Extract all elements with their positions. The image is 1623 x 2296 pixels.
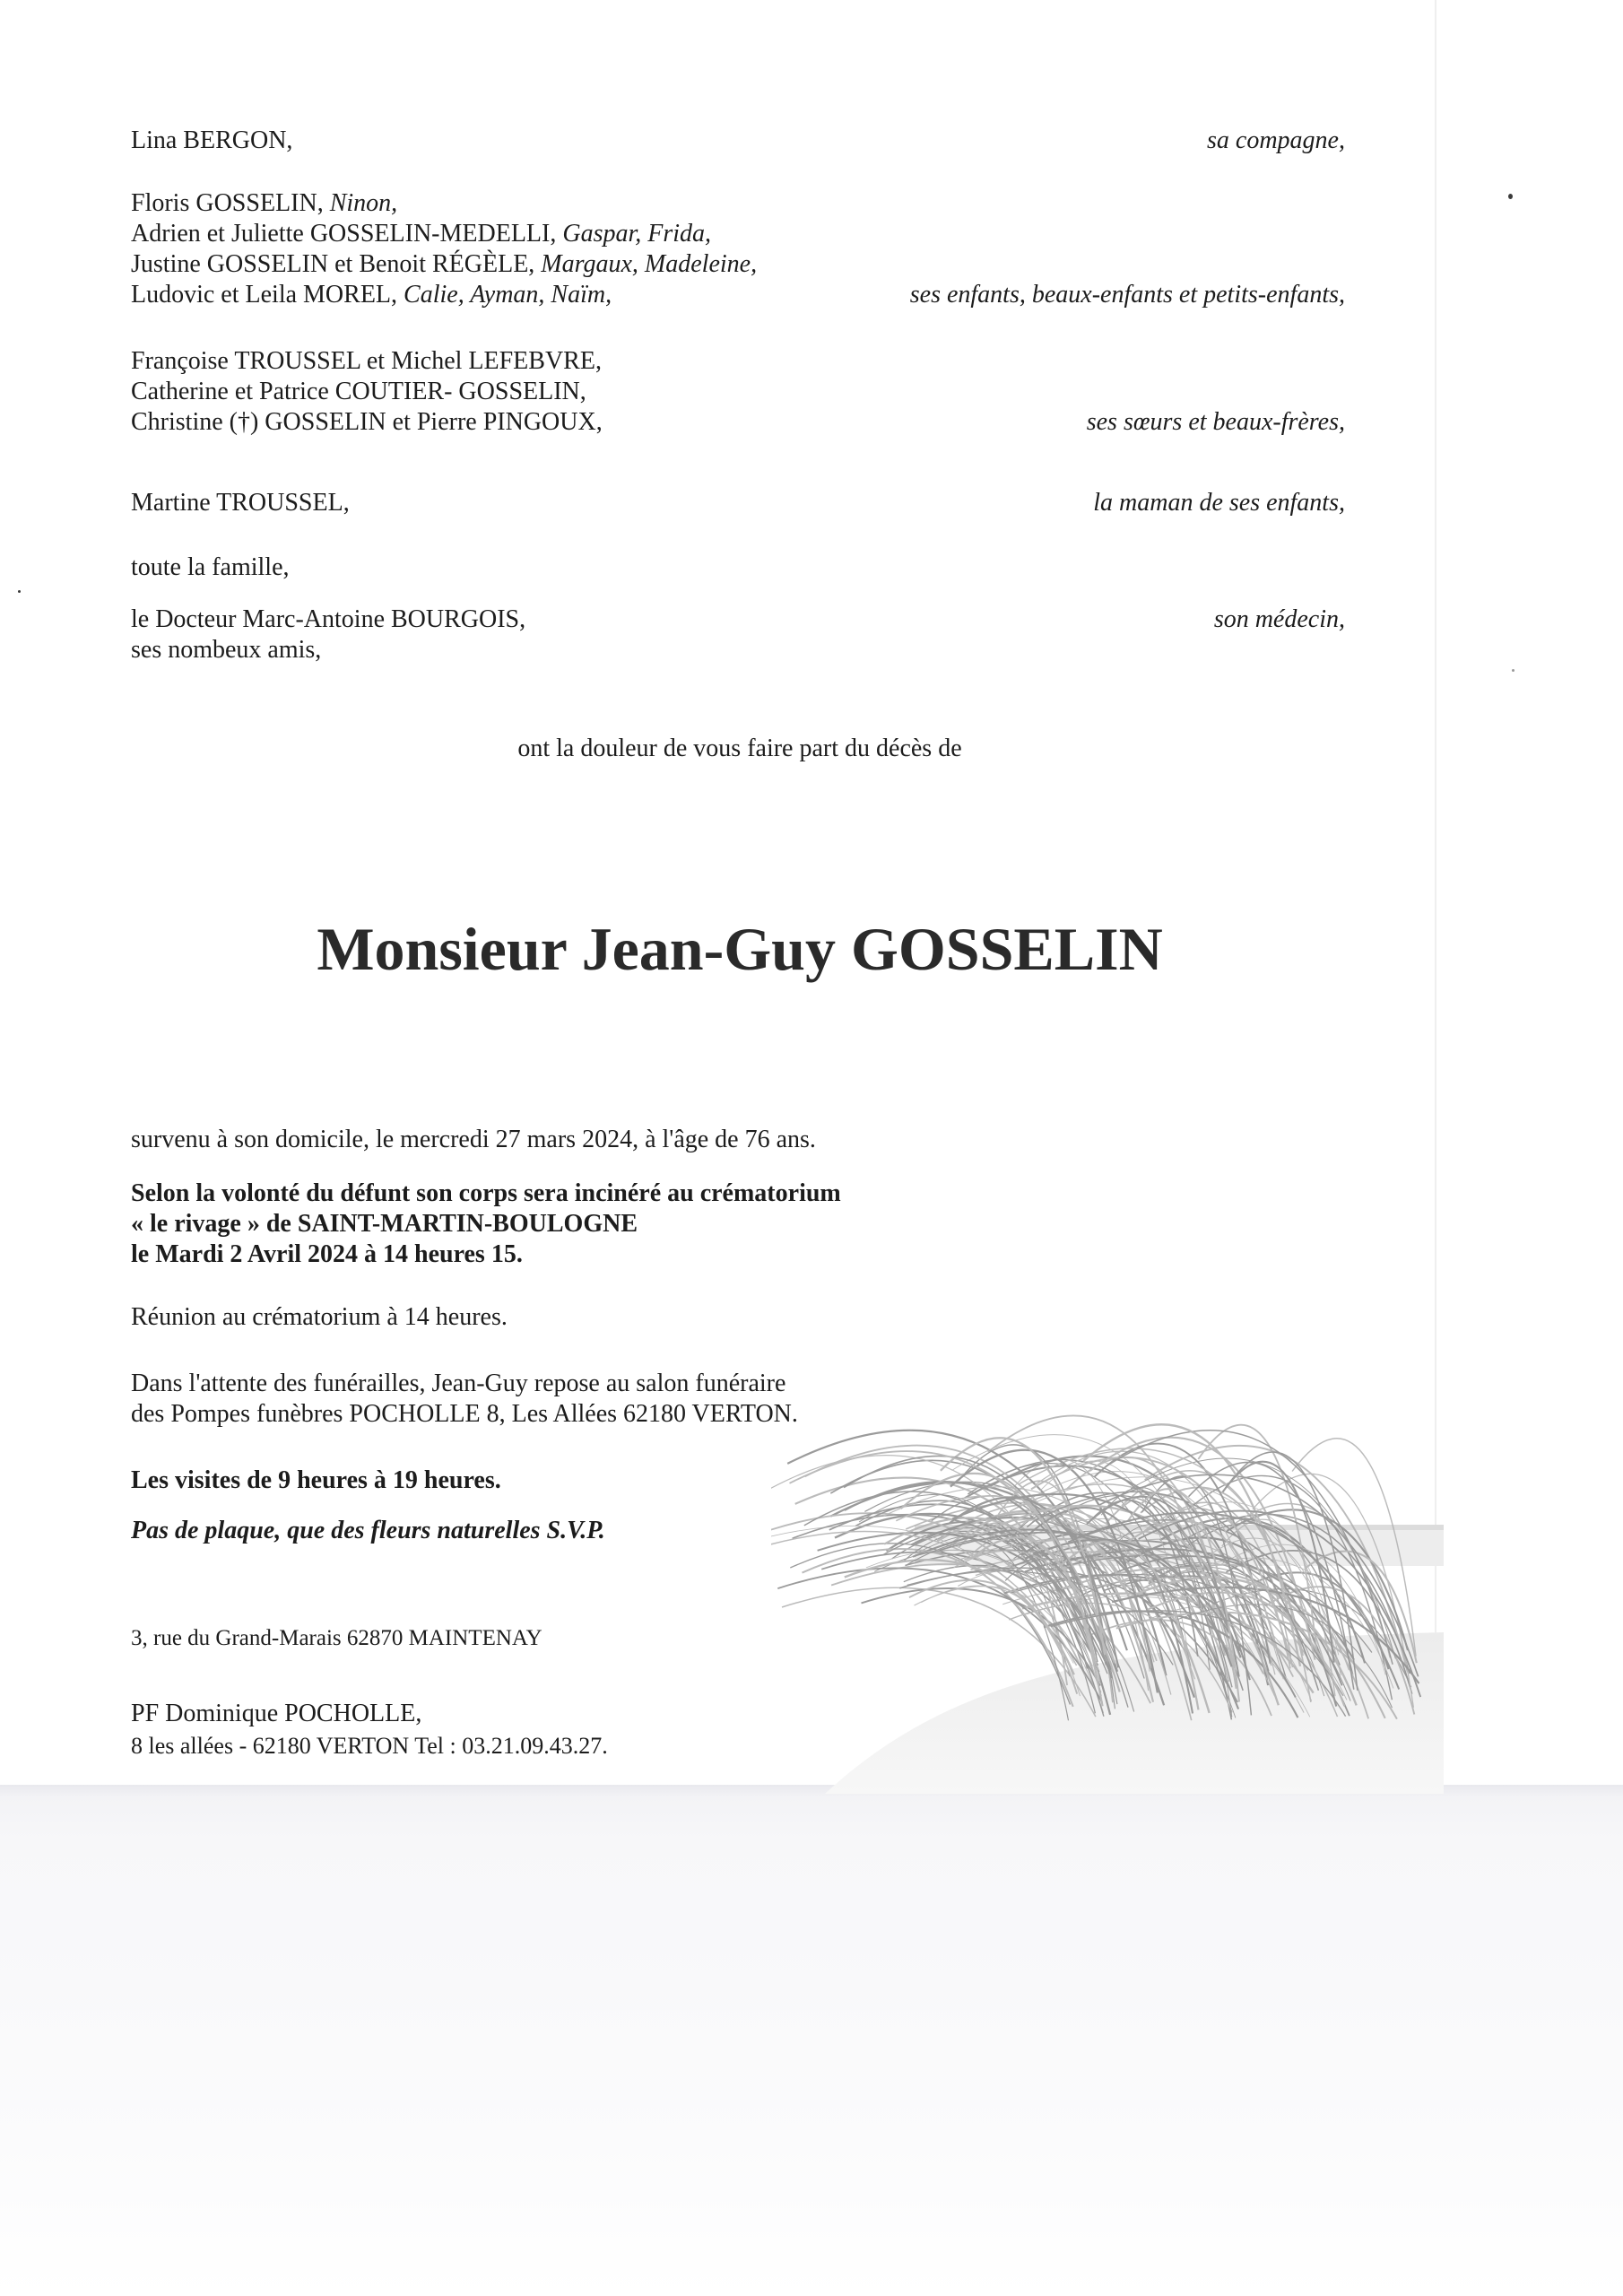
deceased-name: Monsieur Jean-Guy GOSSELIN [317,915,1163,983]
family-member-line: Christine (†) GOSSELIN et Pierre PINGOUX, [131,408,603,436]
relationship-label: sa compagne, [1207,126,1345,154]
flowers-note: Pas de plaque, que des fleurs naturelles S.V.P. [131,1517,605,1544]
grandchildren-names: Calie, Ayman, Naïm, [404,281,612,309]
dust-speck [18,590,21,593]
family-member-line: Catherine et Patrice COUTIER- GOSSELIN, [131,378,586,405]
ceremony-details: « le rivage » de SAINT-MARTIN-BOULOGNE [131,1210,638,1238]
relationship-label: ses enfants, beaux-enfants et petits-enfants, [909,281,1345,309]
beach-grass-illustration [771,1256,1444,1794]
rest-location: Dans l'attente des funérailles, Jean-Guy repose au salon funéraire [131,1370,786,1397]
name: Justine GOSSELIN et Benoit RÉGÈLE, [131,250,542,278]
rest-location: des Pompes funèbres POCHOLLE 8, Les Allées 62180 VERTON. [131,1400,798,1428]
relationship-label: la maman de ses enfants, [1093,489,1345,517]
ceremony-details: le Mardi 2 Avril 2024 à 14 heures 15. [131,1240,523,1268]
name: Floris GOSSELIN, [131,189,330,217]
name: Ludovic et Leila MOREL, [131,281,404,309]
family-member-line [131,249,757,280]
grandchildren-names: Gaspar, Frida, [562,220,712,248]
family-member-line [131,219,711,249]
grandchildren-names: Ninon, [329,189,398,217]
family-member-line: Françoise TROUSSEL et Michel LEFEBVRE, [131,347,602,375]
family-member-line: toute la famille, [131,553,290,581]
family-member-line: Martine TROUSSEL, [131,489,350,517]
family-member-line [131,280,612,310]
dust-speck [1508,194,1513,199]
announcement-text: ont la douleur de vous faire part du décès de [517,735,962,762]
funeral-home-name: PF Dominique POCHOLLE, [131,1700,422,1727]
family-member-line: Lina BERGON, [131,126,293,154]
family-member-line [131,188,397,219]
death-details: survenu à son domicile, le mercredi 27 mars 2024, à l'âge de 76 ans. [131,1126,816,1153]
scan-shadow [0,1785,1623,2296]
family-member-line: ses nombeux amis, [131,636,322,664]
grandchildren-names: Margaux, Madeleine, [541,250,758,278]
home-address: 3, rue du Grand-Marais 62870 MAINTENAY [131,1626,542,1650]
relationship-label: ses sœurs et beaux-frères, [1086,408,1345,436]
reunion-details: Réunion au crématorium à 14 heures. [131,1303,508,1331]
visit-hours: Les visites de 9 heures à 19 heures. [131,1466,501,1494]
dust-speck [1512,669,1515,672]
family-member-line: le Docteur Marc-Antoine BOURGOIS, [131,605,526,633]
ceremony-details: Selon la volonté du défunt son corps sera incinéré au crématorium [131,1179,841,1207]
name: Adrien et Juliette GOSSELIN-MEDELLI, [131,220,563,248]
funeral-home-contact: 8 les allées - 62180 VERTON Tel : 03.21.09.43.27. [131,1733,608,1759]
relationship-label: son médecin, [1213,605,1345,633]
